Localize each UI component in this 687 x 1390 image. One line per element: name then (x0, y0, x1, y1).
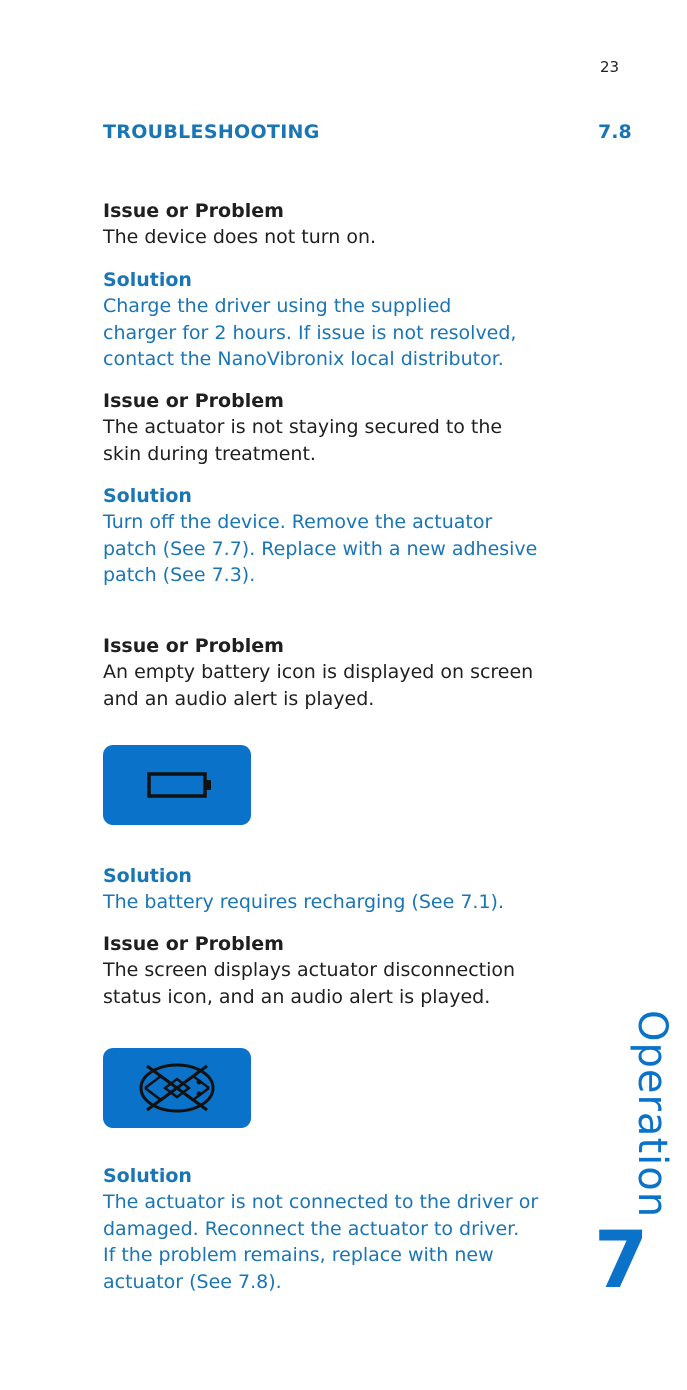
solution-4 (103, 1163, 573, 1295)
section-title: TROUBLESHOOTING (103, 121, 320, 143)
section-number: 7.8 (598, 121, 632, 143)
page-number: 23 (600, 58, 620, 76)
chapter-number: 7 (594, 1216, 649, 1306)
solution-heading: Solution (103, 485, 192, 507)
troubleshooting-entry-3 (103, 633, 573, 712)
empty-battery-icon (103, 745, 251, 825)
problem-text: The screen displays actuator disconnection status icon, and an audio alert is played. (103, 959, 516, 1008)
actuator-disconnected-icon (103, 1048, 251, 1128)
troubleshooting-entry-4 (103, 931, 573, 1010)
solution-heading: Solution (103, 1165, 192, 1187)
problem-heading: Issue or Problem (103, 390, 284, 412)
solution-text: Charge the driver using the supplied charger for 2 hours. If issue is not resolved, contact the NanoVibronix local distributor. (103, 295, 517, 370)
solution-text: The battery requires recharging (See 7.1). (103, 891, 504, 913)
problem-heading: Issue or Problem (103, 200, 284, 222)
solution-3 (103, 863, 573, 916)
problem-text: The actuator is not staying secured to the skin during treatment. (103, 416, 503, 465)
problem-text: An empty battery icon is displayed on screen and an audio alert is played. (103, 661, 534, 710)
solution-2 (103, 483, 573, 589)
solution-heading: Solution (103, 269, 192, 291)
troubleshooting-entry-2 (103, 388, 573, 467)
chapter-side-label: Operation (629, 1010, 675, 1219)
problem-text: The device does not turn on. (103, 226, 377, 248)
troubleshooting-entry-1 (103, 198, 573, 251)
actuator-disconnected-status-box (103, 1048, 251, 1128)
solution-heading: Solution (103, 865, 192, 887)
empty-battery-status-box (103, 745, 251, 825)
solution-1 (103, 267, 573, 373)
solution-text: Turn off the device. Remove the actuator patch (See 7.7). Replace with a new adhesive patch (See 7.3). (103, 511, 538, 586)
solution-text: The actuator is not connected to the driver or damaged. Reconnect the actuator to driver. If the problem remains, replace with new actuator (See 7.8). (103, 1191, 539, 1293)
problem-heading: Issue or Problem (103, 635, 284, 657)
problem-heading: Issue or Problem (103, 933, 284, 955)
